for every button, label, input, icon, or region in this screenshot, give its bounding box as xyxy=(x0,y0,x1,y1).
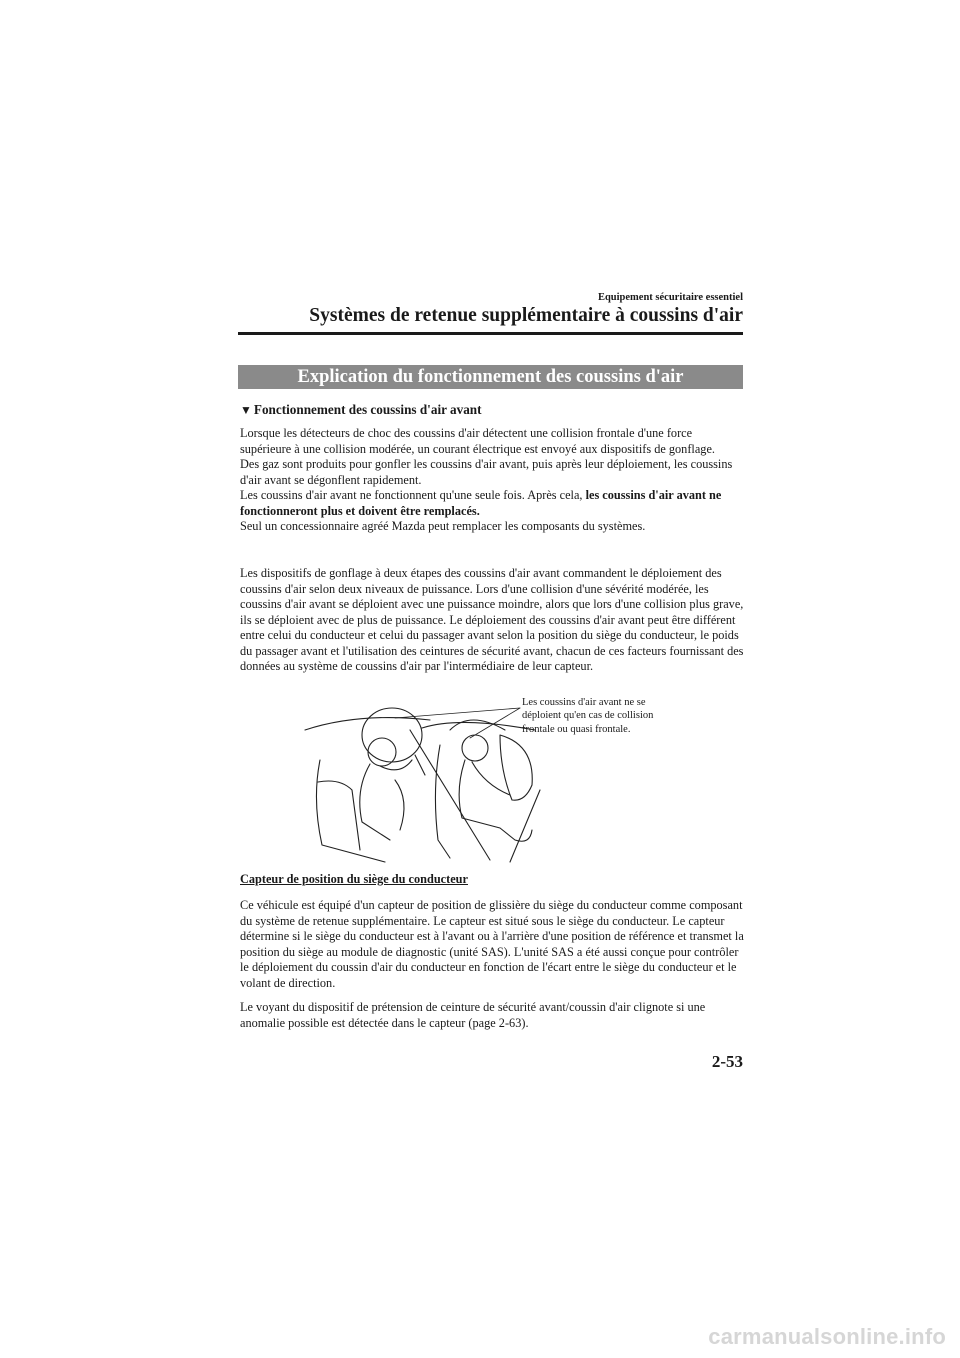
paragraph-warning-light: Le voyant du dispositif de prétension de ceinture de sécurité avant/coussin d'air clignote si une anomalie possible est détectée dans le capteur (page 2-63). xyxy=(240,1000,706,1030)
paragraph-airbag-operation xyxy=(240,426,745,535)
paragraph-dual-stage: Les dispositifs de gonflage à deux étapes des coussins d'air avant commandent le déploiement des coussins d'air selon deux niveaux de puissance. Lors d'une collision d'une sévérité modérée, les coussins d'air avant se déploient avec une puissance moindre, alors que lors d'une collision plus grave, ils se déploient avec de plus de puissance. Le déploiement des coussins d'air avant peut être différent entre celui du conducteur et celui du passager avant selon la position du siège du conducteur, le poids du passager avant et l'utilisation des ceintures de sécurité avant, chacun de ces facteurs fournissant des données au système de coussins d'air par l'intermédiaire de leur capteur. xyxy=(240,566,744,673)
illustration-caption: Les coussins d'air avant ne se déploient qu'en cas de collision frontale ou quasi frontale. xyxy=(522,697,654,735)
header-rule xyxy=(238,332,743,335)
paragraph-line xyxy=(240,488,745,519)
paragraph-line: Lorsque les détecteurs de choc des coussins d'air détectent une collision frontale d'une force supérieure à une collision modérée, un courant électrique est envoyé aux dispositifs de gonflage. xyxy=(240,426,715,456)
section-label: Equipement sécuritaire essentiel xyxy=(597,292,743,303)
airbag-illustration xyxy=(300,690,550,865)
subheading xyxy=(240,402,482,418)
paragraph-seat-sensor: Ce véhicule est équipé d'un capteur de position de glissière du siège du conducteur comme composant du système de retenue supplémentaire. Le capteur est situé sous le siège du conducteur. Le capteur détermine si le siège du conducteur est à l'avant ou à l'arrière d'une position de référence et transmet la position du siège au module de diagnostic (unité SAS). L'unité SAS a été aussi conçue pour contrôler le déploiement du coussin d'air du conducteur en fonction de l'écart entre le siège du conducteur et le volant de direction. xyxy=(240,898,744,990)
page-title: Systèmes de retenue supplémentaire à coussins d'air xyxy=(309,305,743,326)
triangle-down-icon: ▼ xyxy=(240,403,252,417)
warning-bold-text: les coussins d'air avant ne fonctionneront plus et doivent être remplacés. xyxy=(240,488,722,518)
page-number: 2-53 xyxy=(711,1052,743,1071)
paragraph-line: Des gaz sont produits pour gonfler les coussins d'air avant, puis après leur déploiement, les coussins d'air avant se dégonflent rapidement. xyxy=(240,457,733,487)
subheading-text: Fonctionnement des coussins d'air avant xyxy=(253,402,482,417)
capteur-heading: Capteur de position du siège du conducteur xyxy=(240,872,468,886)
watermark-text: carmanualsonline.info xyxy=(708,1324,946,1349)
paragraph-text: Les coussins d'air avant ne fonctionnent qu'une seule fois. Après cela, xyxy=(240,488,586,502)
paragraph-line: Seul un concessionnaire agréé Mazda peut remplacer les composants du systèmes. xyxy=(240,519,646,533)
section-banner: Explication du fonctionnement des coussins d'air xyxy=(238,365,743,389)
